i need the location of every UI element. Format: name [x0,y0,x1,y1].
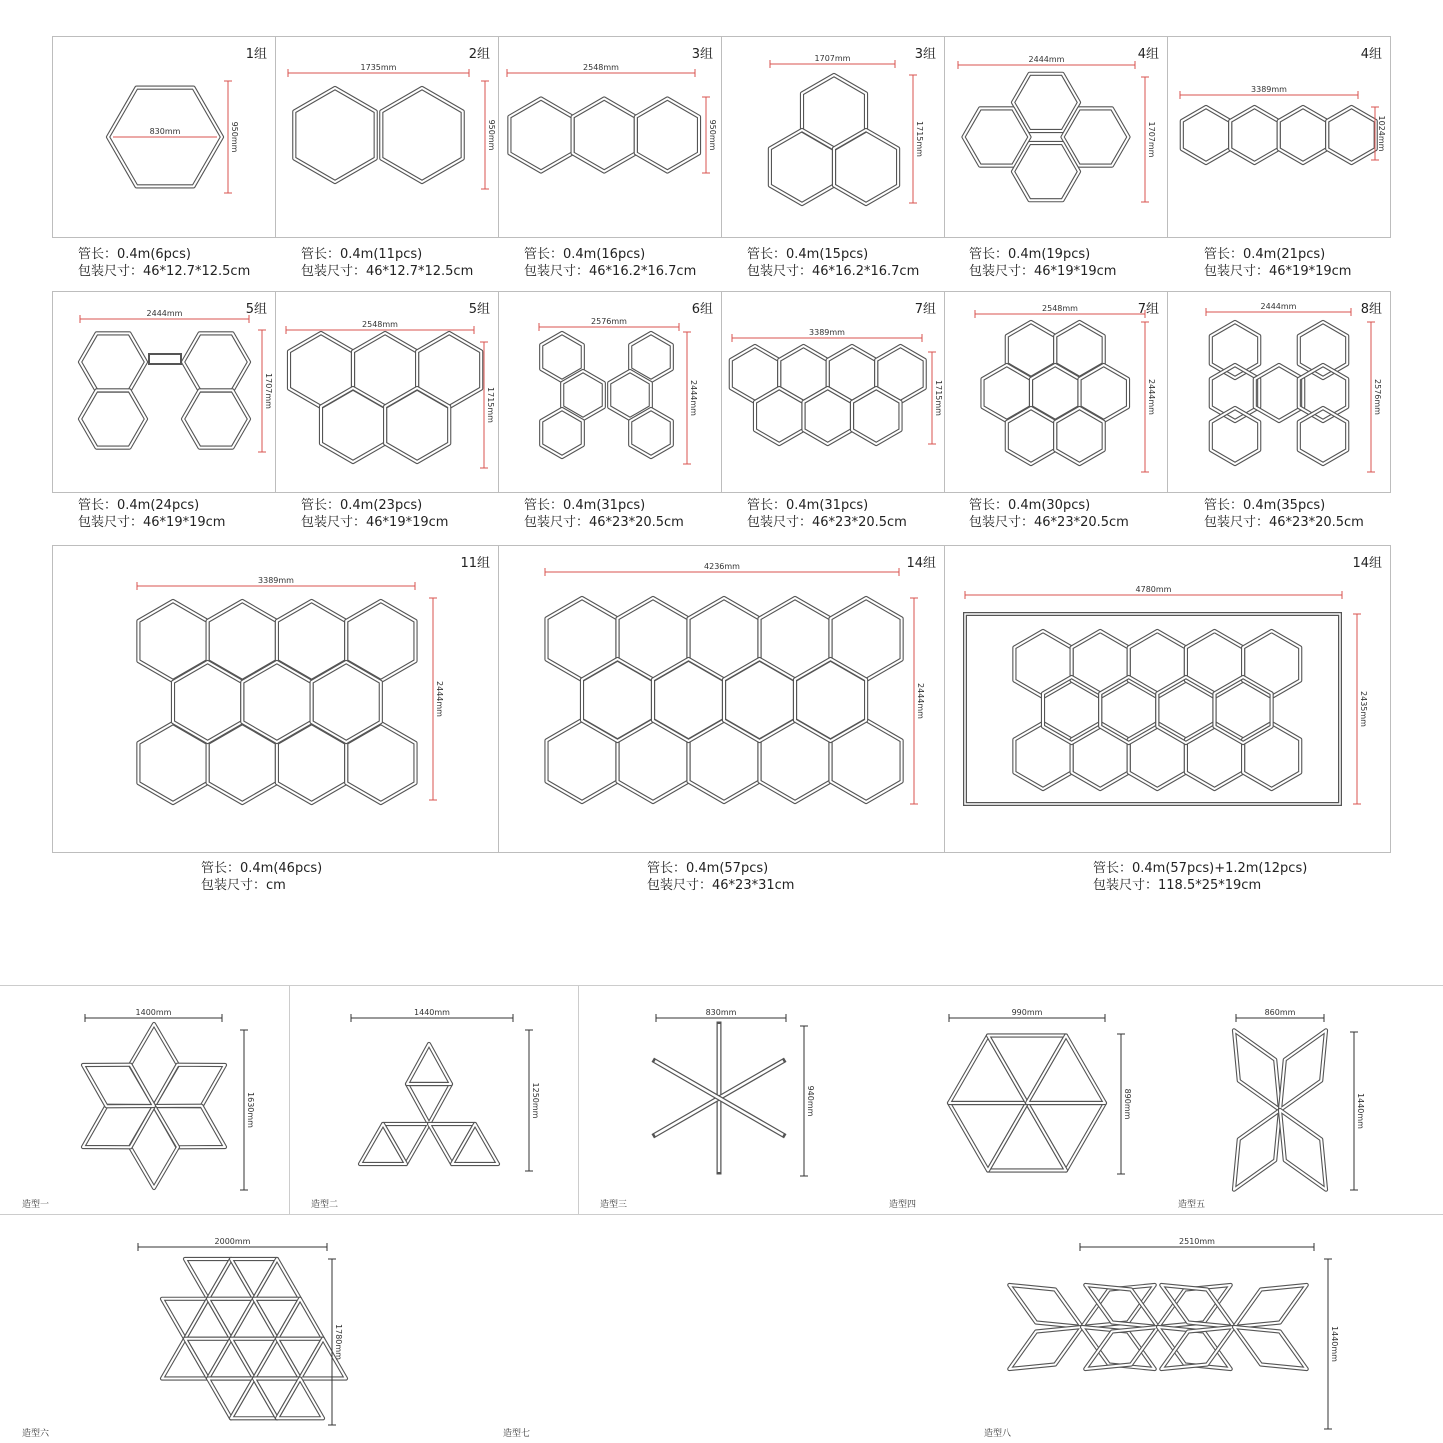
triangle [185,1259,231,1299]
shape-diagram-1 [0,986,289,1214]
hexagon [630,409,672,457]
triangle [162,1299,208,1339]
dimension-label: 4236mm [704,562,740,571]
dimension-label: 1707mm [814,54,851,63]
panel-1 [52,36,276,238]
triangle [185,1299,231,1339]
triangle [208,1299,254,1339]
triangle [949,1103,1027,1171]
hexagon [547,720,618,802]
hex-diagram-10 [722,292,946,494]
hexagon [755,388,804,444]
hexagon [852,388,901,444]
dimension-label: 1630mm [246,1092,255,1128]
dimension-label: 2548mm [583,63,619,72]
hexagon [1299,408,1347,464]
hex-diagram-12 [1168,292,1392,494]
panel-6 [1167,36,1391,238]
hexagon [1211,408,1259,464]
shape-cell-8 [962,1215,1443,1443]
hexagon [547,598,618,680]
rhombus [1234,1327,1307,1369]
triangle [407,1084,451,1124]
hexagon [385,388,449,462]
caption-13: 管长：0.4m(46pcs) 包装尺寸：cm [201,861,323,893]
panel-15 [944,545,1391,853]
dimension-label: 1707mm [264,373,273,409]
shape-label: 造型二 [311,1200,339,1210]
hexagon [1043,677,1100,743]
dimension-label: 950mm [487,119,496,151]
dimension-label: 2444mm [146,309,183,318]
triangle [185,1339,231,1379]
hexagon [80,333,146,390]
hex-diagram-11 [945,292,1169,494]
hexagon [1013,143,1079,200]
group-label: 4组 [1360,47,1382,62]
hexagon [795,659,866,741]
panel-14 [498,545,945,853]
dimension-label: 1440mm [1330,1326,1339,1362]
hexagon [1072,631,1129,697]
panel-13 [52,545,499,853]
hexagon [636,99,699,172]
shape-label: 造型五 [1178,1200,1206,1210]
dimension-label: 1780mm [334,1324,343,1360]
triangle [360,1124,406,1164]
dimension-label: 890mm [1123,1088,1132,1120]
group-label: 6组 [691,302,713,317]
caption-15: 管长：0.4m(57pcs)+1.2m(12pcs) 包装尺寸：118.5*25*19cm [1093,861,1308,893]
hexagon [1055,408,1104,464]
caption-6: 管长：0.4m(21pcs) 包装尺寸：46*19*19cm [1204,247,1352,279]
group-label: 4组 [1137,47,1159,62]
divider-line [578,986,579,1214]
hexagon [1279,107,1328,163]
hexagon [1014,723,1071,789]
hexagon [1129,631,1186,697]
triangle [949,1036,1027,1104]
hexagon [1255,365,1303,421]
shape-diagram-5 [1156,986,1443,1214]
dimension-label: 950mm [708,119,717,151]
connector-bar [149,354,181,364]
triangle [254,1379,300,1419]
hexagon [1211,322,1259,378]
dimension-label: 2444mm [916,683,925,719]
hexagon [1230,107,1279,163]
dimension-label: 2444mm [1260,302,1297,311]
dimension-label: 950mm [230,121,239,153]
hex-diagram-4 [722,37,946,239]
shape-diagram-6 [0,1215,481,1443]
hexagon [294,88,375,182]
shape-diagram-3 [578,986,867,1214]
triangle [208,1339,254,1379]
hexagon [312,662,381,742]
shape-cell-2 [289,986,578,1214]
dimension-label: 860mm [1264,1008,1296,1017]
triangle [231,1299,277,1339]
hexagon [760,720,831,802]
panel-7 [52,291,276,493]
hex-diagram-8 [276,292,500,494]
hexagon [724,659,795,741]
hexagon [541,409,583,457]
dimension-label: 2444mm [435,681,444,717]
hexagon [582,659,653,741]
dimension-label: 1707mm [1147,121,1156,158]
hexagon [834,130,898,204]
triangle [429,1124,475,1164]
caption-12: 管长：0.4m(35pcs) 包装尺寸：46*23*20.5cm [1204,498,1364,530]
dimension-label: 1400mm [135,1008,172,1017]
group-label: 14组 [1352,556,1382,571]
triangle [208,1259,254,1299]
caption-5: 管长：0.4m(19pcs) 包装尺寸：46*19*19cm [969,247,1117,279]
dimension-label: 2576mm [591,317,627,326]
panel-11 [944,291,1168,493]
dimension-label: 830mm [705,1008,737,1017]
rhombus [1009,1285,1082,1327]
rhombus [1234,1285,1307,1327]
triangle [231,1339,277,1379]
group-label: 7组 [914,302,936,317]
hex-diagram-14 [499,546,946,854]
hexagon [1186,631,1243,697]
dimension-label: 2576mm [1373,379,1382,415]
divider-line [289,986,290,1214]
shape-label: 造型三 [600,1200,628,1210]
group-label: 7组 [1137,302,1159,317]
group-label: 14组 [906,556,936,571]
hexagon [1327,107,1376,163]
dimension-label: 1715mm [915,121,924,157]
caption-3: 管长：0.4m(16pcs) 包装尺寸：46*16.2*16.7cm [524,247,697,279]
dimension-label: 1440mm [414,1008,450,1017]
group-label: 2组 [468,47,490,62]
hexagon [1157,677,1214,743]
triangle [277,1299,323,1339]
hexagon [1014,631,1071,697]
hexagon [1182,107,1230,163]
hex-diagram-9 [499,292,723,494]
rhombus [130,1106,178,1188]
group-label: 11组 [460,556,490,571]
rhombus [1234,1110,1280,1190]
dimension-label: 2444mm [1147,379,1156,415]
dimension-label: 2510mm [1179,1237,1215,1246]
panel-3 [498,36,722,238]
shape-label: 造型七 [503,1429,531,1439]
hexagon [1129,723,1186,789]
hexagon [618,598,689,680]
dimension-label: 2435mm [1359,691,1368,727]
panel-12 [1167,291,1391,493]
caption-8: 管长：0.4m(23pcs) 包装尺寸：46*19*19cm [301,498,449,530]
hexagon [1243,631,1300,697]
triangle [383,1124,429,1164]
shape-cell-4 [867,986,1156,1214]
caption-7: 管长：0.4m(24pcs) 包装尺寸：46*19*19cm [78,498,226,530]
rhombus [1009,1327,1082,1369]
dimension-label: 2548mm [1042,304,1078,313]
hexagon [1215,677,1272,743]
dimension-label: 3389mm [258,576,294,585]
dimension-label: 940mm [806,1085,815,1117]
triangle [277,1339,323,1379]
hex-diagram-6 [1168,37,1392,239]
dimension-label: 3389mm [809,328,845,337]
hex-diagram-3 [499,37,723,239]
hexagon [804,388,853,444]
panel-4 [721,36,945,238]
caption-11: 管长：0.4m(30pcs) 包装尺寸：46*23*20.5cm [969,498,1129,530]
group-label: 5组 [468,302,490,317]
hexagon [831,720,902,802]
dimension-label: 3389mm [1251,85,1287,94]
hexagon [1299,365,1347,421]
triangle [231,1379,277,1419]
hexagon [1299,322,1347,378]
rhombus [1280,1110,1326,1190]
shape-cell-5 [1156,986,1443,1214]
rhombus [130,1024,178,1106]
shape-cell-6 [0,1215,481,1443]
hexagon [183,333,249,390]
shape-diagram-8 [962,1215,1443,1443]
dimension-label: 2548mm [362,320,398,329]
hexagon [381,88,462,182]
hexagon [770,130,834,204]
triangle [988,1103,1066,1171]
rhombus [1234,1030,1280,1110]
hex-diagram-7 [53,292,277,494]
hex-diagram-1 [53,37,277,239]
shape-cell-3 [578,986,867,1214]
hexagon [689,720,760,802]
caption-10: 管长：0.4m(31pcs) 包装尺寸：46*23*20.5cm [747,498,907,530]
shape-label: 造型一 [22,1200,50,1210]
shape-diagram-4 [867,986,1156,1214]
shape-label: 造型四 [889,1200,917,1210]
dimension-label: 2444mm [1028,55,1065,64]
panel-10 [721,291,945,493]
hexagon [653,659,724,741]
hexagon [1243,723,1300,789]
triangle [452,1124,498,1164]
hexagon [173,662,242,742]
hex-diagram-13 [53,546,500,854]
triangle [231,1259,277,1299]
caption-1: 管长：0.4m(6pcs) 包装尺寸：46*12.7*12.5cm [78,247,251,279]
shape-cell-7 [481,1215,962,1443]
hexagon [618,720,689,802]
triangle [1027,1036,1105,1104]
panel-8 [275,291,499,493]
shape-label: 造型八 [984,1429,1012,1439]
dimension-label: 2000mm [214,1237,251,1246]
dimension-label: 1735mm [360,63,397,72]
hexagon [80,390,146,447]
triangle [254,1299,300,1339]
hexagon [321,388,385,462]
hexagon [760,598,831,680]
hexagon [573,99,636,172]
shape-cell-1 [0,986,289,1214]
group-label: 5组 [245,302,267,317]
hexagon [183,390,249,447]
panel-2 [275,36,499,238]
dimension-label: 1715mm [486,387,495,423]
dimension-label: 1715mm [934,380,943,416]
hexagon [1007,408,1055,464]
triangle [254,1259,300,1299]
triangle [254,1339,300,1379]
triangle [988,1036,1066,1104]
group-label: 8组 [1360,302,1382,317]
hexagon [1211,365,1259,421]
hex-diagram-2 [276,37,500,239]
dimension-label: 1440mm [1356,1093,1365,1129]
triangle [208,1379,254,1419]
dimension-label: 1024mm [1377,115,1386,152]
rhombus [1280,1030,1326,1110]
triangle [1027,1103,1105,1171]
triangle [162,1339,208,1379]
hex-diagram-5 [945,37,1169,239]
panel-5 [944,36,1168,238]
caption-2: 管长：0.4m(11pcs) 包装尺寸：46*12.7*12.5cm [301,247,474,279]
shape-label: 造型六 [22,1429,50,1439]
hexagon [1100,677,1157,743]
shape-diagram-2 [289,986,578,1214]
hexagon [1186,723,1243,789]
caption-9: 管长：0.4m(31pcs) 包装尺寸：46*23*20.5cm [524,498,684,530]
panel-9 [498,291,722,493]
hexagon [689,598,760,680]
hex-diagram-15 [945,546,1392,854]
caption-4: 管长：0.4m(15pcs) 包装尺寸：46*16.2*16.7cm [747,247,920,279]
dimension-label: 830mm [149,127,181,136]
dimension-label: 990mm [1011,1008,1043,1017]
hexagon [1072,723,1129,789]
group-label: 3组 [691,47,713,62]
caption-14: 管长：0.4m(57pcs) 包装尺寸：46*23*31cm [647,861,795,893]
hexagon [509,99,572,172]
shape-diagram-7 [481,1215,962,1443]
dimension-label: 4780mm [1135,585,1172,594]
group-label: 1组 [245,47,267,62]
triangle [407,1044,451,1084]
group-label: 3组 [914,47,936,62]
dimension-label: 2444mm [689,380,698,416]
triangle [277,1379,323,1419]
hexagon [242,662,311,742]
hexagon [831,598,902,680]
dimension-label: 1250mm [531,1082,540,1119]
